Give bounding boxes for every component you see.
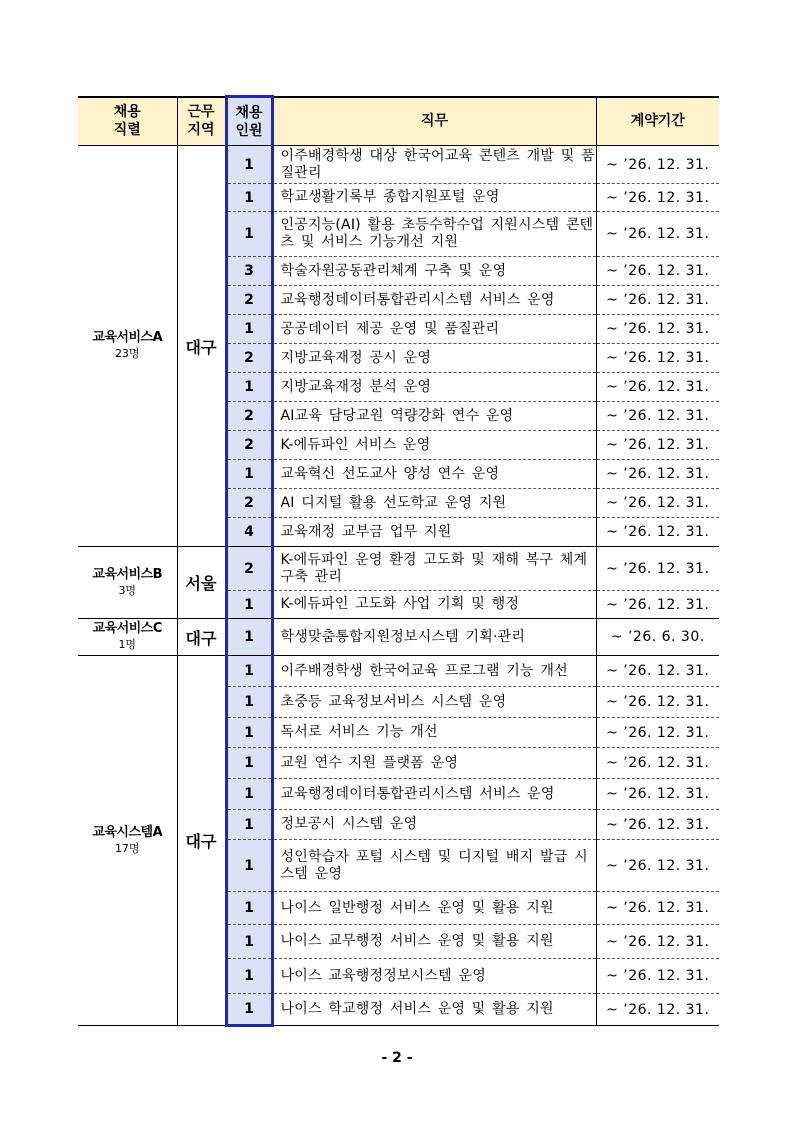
count-cell: 1 <box>226 146 272 184</box>
role-total: 23명 <box>114 347 140 360</box>
count-cell: 1 <box>226 779 272 810</box>
period-cell: ~ ’26. 12. 31. <box>596 994 719 1026</box>
page-number: - 2 - <box>381 1050 413 1066</box>
count-cell: 1 <box>226 925 272 959</box>
region-cell: 대구 <box>177 146 226 547</box>
region-cell: 대구 <box>177 656 226 1026</box>
count-cell: 4 <box>226 518 272 547</box>
period-cell: ~ ’26. 12. 31. <box>596 810 719 840</box>
role-name: 교육서비스C <box>92 621 162 636</box>
duty-cell: 공공데이터 제공 운영 및 품질관리 <box>272 315 596 344</box>
duty-cell: 이주배경학생 한국어교육 프로그램 기능 개선 <box>272 656 596 687</box>
header-role: 채용 직렬 <box>78 97 177 146</box>
duty-cell: 교육행정데이터통합관리시스템 서비스 운영 <box>272 286 596 315</box>
duty-cell: 이주배경학생 대상 한국어교육 콘텐츠 개발 및 품질관리 <box>272 146 596 184</box>
count-cell: 1 <box>226 687 272 718</box>
count-cell: 2 <box>226 489 272 518</box>
duty-cell: 교육재정 교부금 업무 지원 <box>272 518 596 547</box>
role-cell <box>78 619 177 656</box>
count-cell: 1 <box>226 718 272 748</box>
count-cell: 1 <box>226 892 272 925</box>
duty-cell: K-에듀파인 고도화 사업 기획 및 행정 <box>272 591 596 619</box>
role-name: 교육서비스B <box>92 566 163 582</box>
role-name: 교육시스템A <box>92 824 163 840</box>
role-cell <box>78 146 177 547</box>
duty-cell: 독서로 서비스 기능 개선 <box>272 718 596 748</box>
period-cell: ~ ’26. 12. 31. <box>596 257 719 286</box>
table-header-row <box>78 97 719 146</box>
region-cell: 서울 <box>177 547 226 619</box>
period-cell: ~ ’26. 12. 31. <box>596 547 719 591</box>
duty-cell: 학교생활기록부 종합지원포털 운영 <box>272 184 596 212</box>
role-total: 3명 <box>118 583 137 597</box>
duty-cell: 나이스 교무행정 서비스 운영 및 활용 지원 <box>272 925 596 959</box>
count-cell: 1 <box>226 959 272 994</box>
duty-cell: K-에듀파인 서비스 운영 <box>272 431 596 460</box>
count-cell: 2 <box>226 431 272 460</box>
duty-cell: 나이스 일반행정 서비스 운영 및 활용 지원 <box>272 892 596 925</box>
period-cell: ~ ’26. 12. 31. <box>596 315 719 344</box>
period-cell: ~ ’26. 12. 31. <box>596 959 719 994</box>
period-cell: ~ ’26. 12. 31. <box>596 779 719 810</box>
duty-cell: 정보공시 시스템 운영 <box>272 810 596 840</box>
period-cell: ~ ’26. 12. 31. <box>596 518 719 547</box>
duty-cell: 나이스 학교행정 서비스 운영 및 활용 지원 <box>272 994 596 1026</box>
period-cell: ~ ’26. 12. 31. <box>596 748 719 779</box>
count-cell: 1 <box>226 748 272 779</box>
region-cell: 대구 <box>177 619 226 656</box>
count-cell: 2 <box>226 286 272 315</box>
duty-cell: 지방교육재정 공시 운영 <box>272 344 596 373</box>
duty-cell: 나이스 교육행정정보시스템 운영 <box>272 959 596 994</box>
count-cell: 1 <box>226 840 272 892</box>
period-cell: ~ ’26. 12. 31. <box>596 840 719 892</box>
duty-cell: 지방교육재정 분석 운영 <box>272 373 596 402</box>
table-row <box>78 146 719 184</box>
duty-cell: 초중등 교육정보서비스 시스템 운영 <box>272 687 596 718</box>
count-cell: 3 <box>226 257 272 286</box>
period-cell: ~ ’26. 12. 31. <box>596 925 719 959</box>
count-cell: 2 <box>226 547 272 591</box>
table-row <box>78 547 719 591</box>
role-cell <box>78 547 177 619</box>
count-cell: 1 <box>226 591 272 619</box>
recruitment-table <box>78 95 719 1027</box>
header-count: 채용 인원 <box>226 97 272 146</box>
count-cell: 2 <box>226 344 272 373</box>
count-cell: 1 <box>226 373 272 402</box>
header-duty: 직무 <box>272 97 596 146</box>
duty-cell: 학생맞춤통합지원정보시스템 기획·관리 <box>272 619 596 656</box>
table-row <box>78 656 719 687</box>
period-cell: ~ ’26. 12. 31. <box>596 460 719 489</box>
duty-cell: 성인학습자 포털 시스템 및 디지털 배지 발급 시스템 운영 <box>272 840 596 892</box>
period-cell: ~ ’26. 12. 31. <box>596 344 719 373</box>
duty-cell: K-에듀파인 운영 환경 고도화 및 재해 복구 체계 구축 관리 <box>272 547 596 591</box>
duty-cell: 교육혁신 선도교사 양성 연수 운영 <box>272 460 596 489</box>
period-cell: ~ ’26. 12. 31. <box>596 212 719 257</box>
role-cell <box>78 656 177 1026</box>
period-cell: ~ ’26. 12. 31. <box>596 892 719 925</box>
period-cell: ~ ’26. 12. 31. <box>596 718 719 748</box>
period-cell: ~ ’26. 12. 31. <box>596 373 719 402</box>
period-cell: ~ ’26. 12. 31. <box>596 591 719 619</box>
period-cell: ~ ’26. 12. 31. <box>596 184 719 212</box>
duty-cell: AI교육 담당교원 역량강화 연수 운영 <box>272 402 596 431</box>
role-total: 1명 <box>118 638 137 651</box>
role-total: 17명 <box>114 841 140 855</box>
period-cell: ~ ’26. 12. 31. <box>596 687 719 718</box>
duty-cell: 교원 연수 지원 플랫폼 운영 <box>272 748 596 779</box>
period-cell: ~ ’26. 12. 31. <box>596 431 719 460</box>
count-cell: 1 <box>226 184 272 212</box>
header-period: 계약기간 <box>596 97 719 146</box>
duty-cell: 교육행정데이터통합관리시스템 서비스 운영 <box>272 779 596 810</box>
count-cell: 1 <box>226 315 272 344</box>
duty-cell: 학술자원공동관리체계 구축 및 운영 <box>272 257 596 286</box>
count-cell: 1 <box>226 619 272 656</box>
count-cell: 1 <box>226 212 272 257</box>
count-cell: 2 <box>226 402 272 431</box>
count-cell: 1 <box>226 810 272 840</box>
period-cell: ~ ’26. 12. 31. <box>596 286 719 315</box>
count-cell: 1 <box>226 656 272 687</box>
period-cell: ~ ’26. 12. 31. <box>596 402 719 431</box>
count-cell: 1 <box>226 460 272 489</box>
table-row <box>78 619 719 656</box>
period-cell: ~ ’26. 12. 31. <box>596 489 719 518</box>
period-cell: ~ ’26. 6. 30. <box>596 619 719 656</box>
period-cell: ~ ’26. 12. 31. <box>596 146 719 184</box>
header-region: 근무 지역 <box>177 97 226 146</box>
role-name: 교육서비스A <box>92 330 163 345</box>
duty-cell: AI 디지털 활용 선도학교 운영 지원 <box>272 489 596 518</box>
duty-cell: 인공지능(AI) 활용 초등수학수업 지원시스템 콘텐츠 및 서비스 기능개선 지원 <box>272 212 596 257</box>
period-cell: ~ ’26. 12. 31. <box>596 656 719 687</box>
count-cell: 1 <box>226 994 272 1026</box>
